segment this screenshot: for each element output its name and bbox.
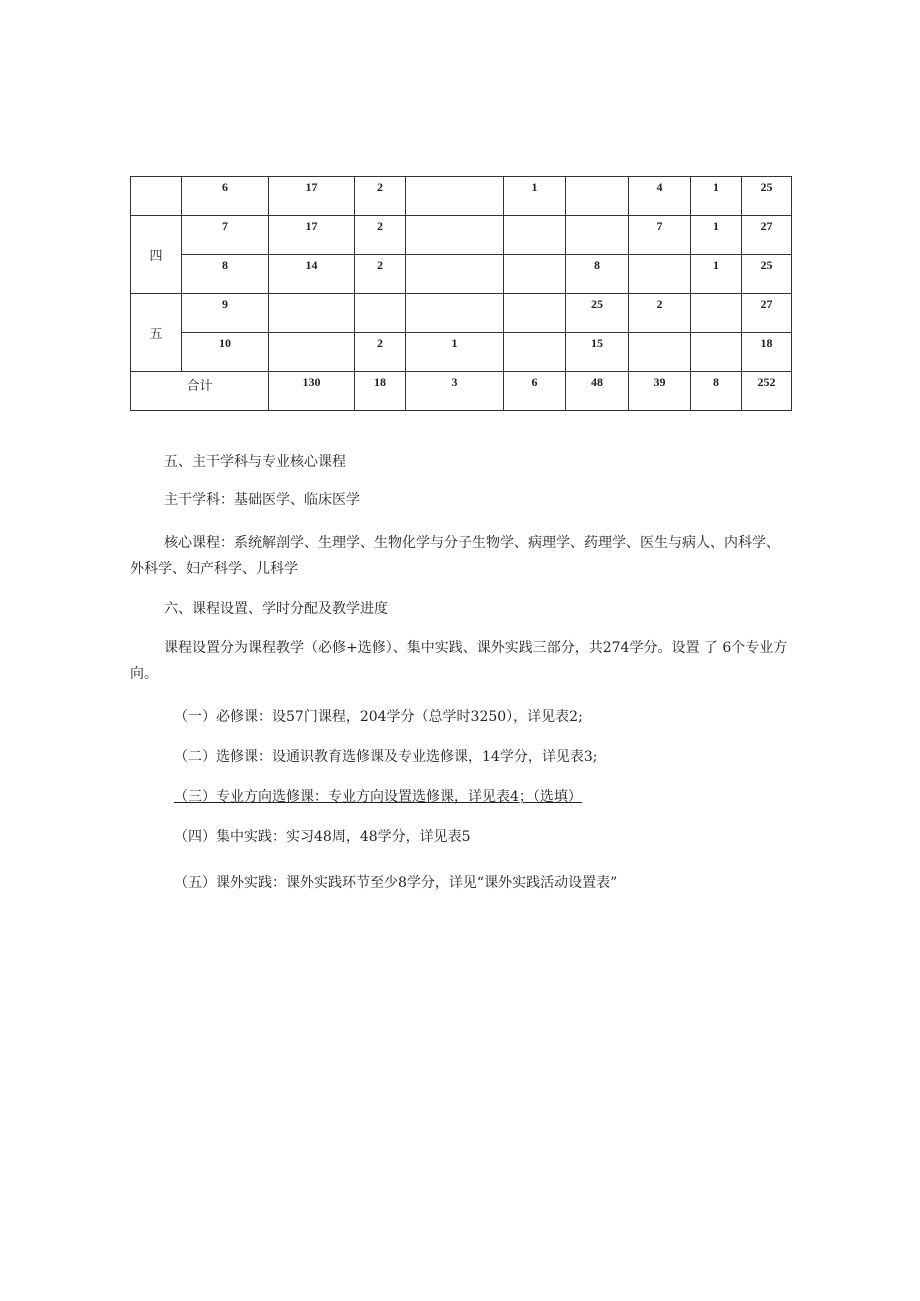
table-cell-year: 四 [131, 216, 182, 294]
table-cell: 17 [269, 177, 355, 216]
main-disciplines-text: 主干学科：基础医学、临床医学 [164, 492, 360, 508]
table-cell-semester: 7 [182, 216, 269, 255]
table-cell [566, 216, 629, 255]
table-cell [691, 294, 742, 333]
table-cell: 1 [504, 177, 566, 216]
table-cell [566, 177, 629, 216]
table-row [131, 294, 792, 333]
table-cell [504, 333, 566, 372]
table-cell: 3 [406, 372, 504, 411]
table-cell-total: 18 [742, 333, 792, 372]
table-cell-year: 五 [131, 294, 182, 372]
table-row [131, 333, 792, 372]
list-item: （四）集中实践：实习48周，48学分，详见表5 [174, 829, 471, 845]
table-cell: 8 [566, 255, 629, 294]
table-cell: 15 [566, 333, 629, 372]
list-item: （五）课外实践：课外实践环节至少8学分，详见“课外实践活动设置表” [174, 875, 618, 891]
table-cell: 39 [629, 372, 691, 411]
table-cell: 6 [504, 372, 566, 411]
table-cell: 17 [269, 216, 355, 255]
table-cell-total: 25 [742, 177, 792, 216]
table-cell: 2 [355, 255, 406, 294]
section-heading-6: 六、课程设置、学时分配及教学进度 [164, 601, 388, 617]
table-cell: 2 [355, 177, 406, 216]
list-item: （一）必修课：设57门课程，204学分（总学时3250），详见表2; [174, 709, 583, 725]
table-cell: 18 [355, 372, 406, 411]
table-cell: 8 [691, 372, 742, 411]
table-cell-total: 252 [742, 372, 792, 411]
table-row [131, 177, 792, 216]
table-cell [629, 255, 691, 294]
table-cell [504, 294, 566, 333]
course-intro-text: 课程设置分为课程教学（必修+选修）、集中实践、课外实践三部分，共274学分。设置 了 6个专业方向。 [130, 640, 788, 682]
table-cell-total: 27 [742, 216, 792, 255]
table-cell [406, 177, 504, 216]
table-cell: 1 [406, 333, 504, 372]
table-cell [269, 333, 355, 372]
table-cell [504, 255, 566, 294]
section-heading-5: 五、主干学科与专业核心课程 [164, 454, 346, 470]
table-cell [355, 294, 406, 333]
table-cell: 25 [566, 294, 629, 333]
table-cell: 1 [691, 177, 742, 216]
table-row [131, 216, 792, 255]
table-cell: 14 [269, 255, 355, 294]
table-cell: 130 [269, 372, 355, 411]
table-cell-semester: 9 [182, 294, 269, 333]
table-cell-semester: 8 [182, 255, 269, 294]
table-cell: 2 [629, 294, 691, 333]
underlined-text: （三）专业方向选修课：专业方向设置选修课，详见表4；（选填） [174, 789, 582, 805]
table-cell: 4 [629, 177, 691, 216]
table-cell [406, 294, 504, 333]
table-row-total [131, 372, 792, 411]
table-cell-total: 27 [742, 294, 792, 333]
table-cell [691, 333, 742, 372]
table-cell [504, 216, 566, 255]
table-cell: 48 [566, 372, 629, 411]
list-item [174, 784, 792, 810]
core-courses-text: 核心课程：系统解剖学、生理学、生物化学与分子生物学、病理学、药理学、医生与病人、内科学、外科学、妇产科学、儿科学 [130, 535, 780, 577]
table-cell-year [131, 177, 182, 216]
table-cell [269, 294, 355, 333]
table-cell [406, 255, 504, 294]
table-cell [629, 333, 691, 372]
table-cell [406, 216, 504, 255]
table-cell-total: 25 [742, 255, 792, 294]
table-cell-semester: 10 [182, 333, 269, 372]
schedule-table [130, 176, 792, 411]
table-row [131, 255, 792, 294]
table-cell: 7 [629, 216, 691, 255]
total-label: 合计 [131, 372, 269, 411]
list-item: （二）选修课：设通识教育选修课及专业选修课，14学分，详见表3; [174, 749, 598, 765]
table-cell: 2 [355, 216, 406, 255]
table-cell-semester: 6 [182, 177, 269, 216]
table-cell: 2 [355, 333, 406, 372]
table-cell: 1 [691, 216, 742, 255]
table-cell: 1 [691, 255, 742, 294]
